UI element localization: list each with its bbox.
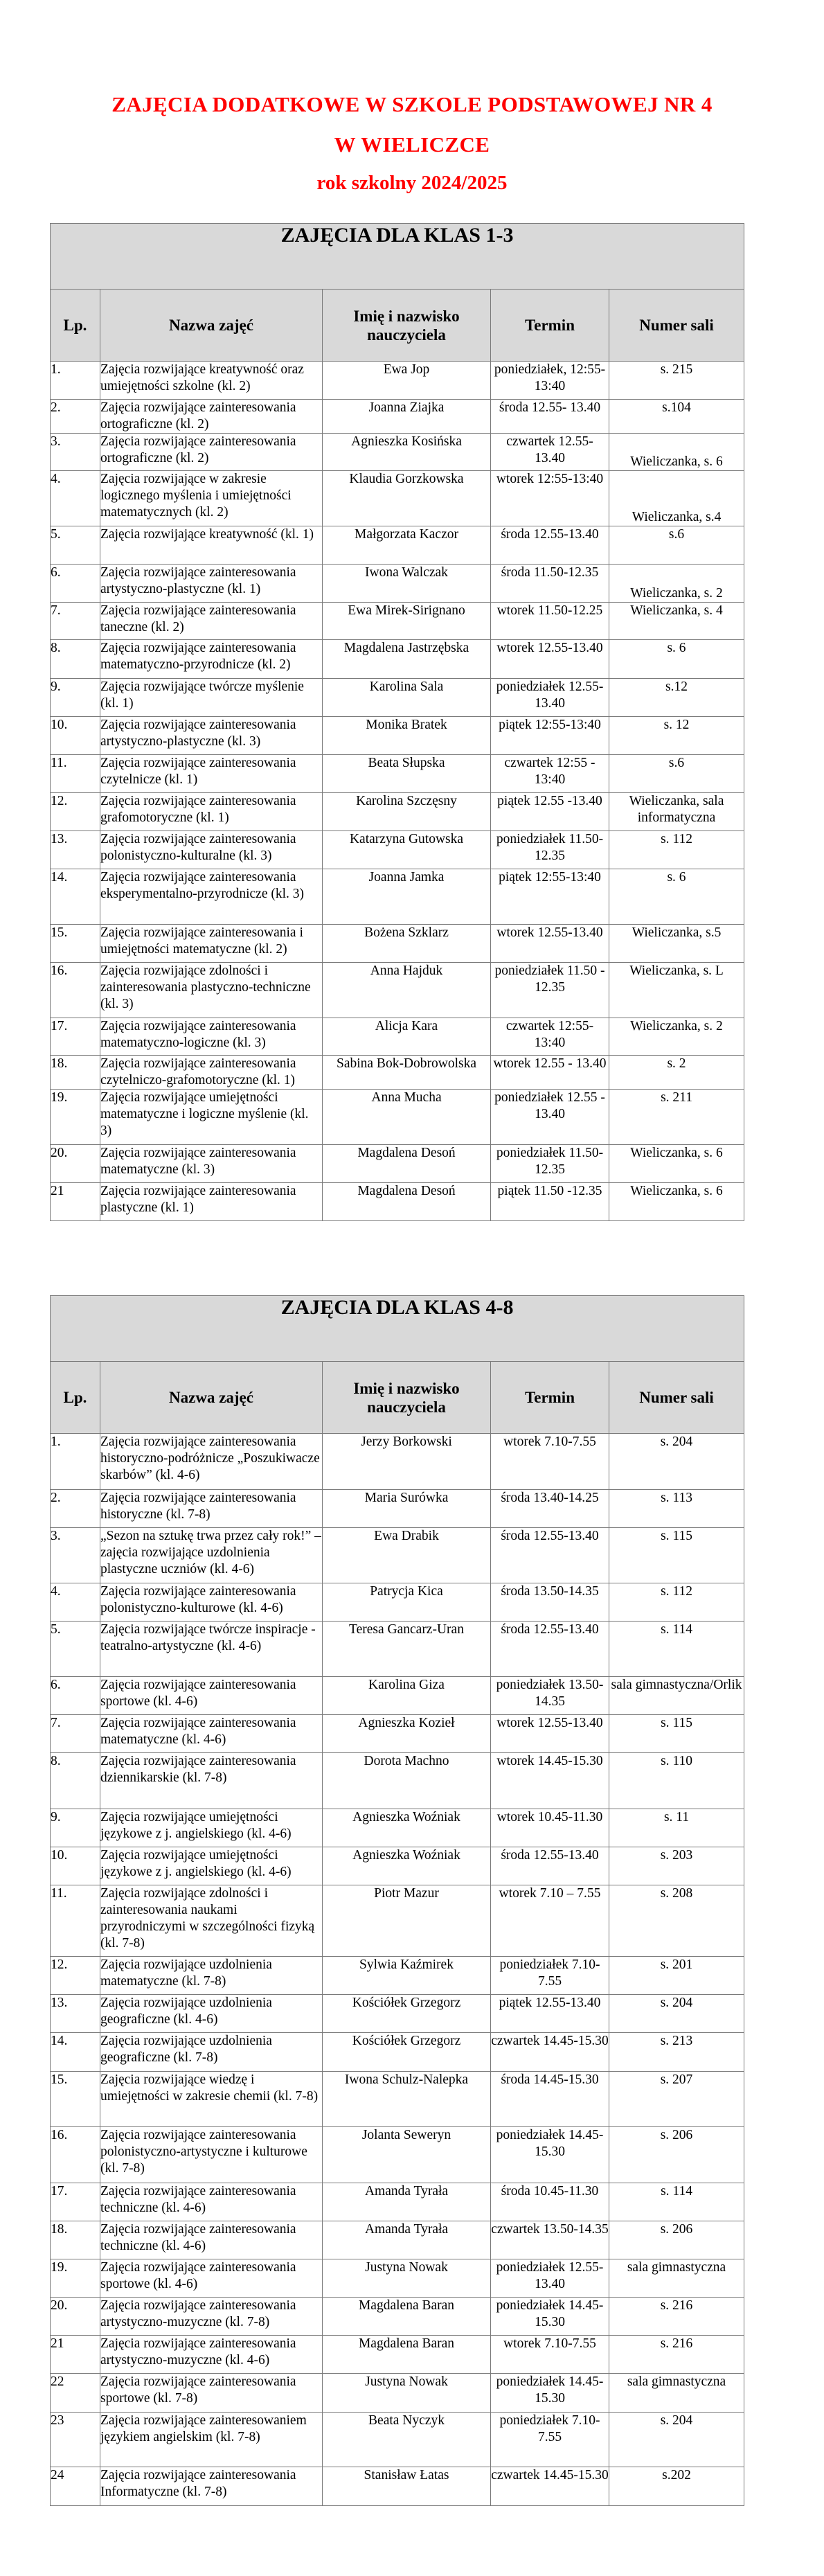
cell-room: s. 211 bbox=[609, 1090, 744, 1145]
table-row bbox=[51, 2183, 744, 2221]
cell-term: środa 10.45-11.30 bbox=[491, 2183, 609, 2221]
cell-name: Zajęcia rozwijające zainteresowania sportowe (kl. 4-6) bbox=[100, 1677, 323, 1715]
table-row bbox=[51, 1434, 744, 1490]
cell-teacher: Joanna Jamka bbox=[323, 869, 491, 925]
cell-teacher: Dorota Machno bbox=[323, 1753, 491, 1809]
table-row bbox=[51, 831, 744, 869]
cell-room: s.6 bbox=[609, 526, 744, 565]
cell-room: s. 113 bbox=[609, 1490, 744, 1528]
cell-lp: 10. bbox=[51, 717, 100, 755]
column-header-name: Nazwa zajęć bbox=[100, 290, 323, 362]
cell-lp: 21 bbox=[51, 2336, 100, 2374]
table-row bbox=[51, 1957, 744, 1995]
cell-room: Wieliczanka, s. 2 bbox=[609, 565, 744, 603]
cell-room: s. 204 bbox=[609, 1434, 744, 1490]
cell-room: Wieliczanka, s. L bbox=[609, 963, 744, 1018]
cell-term: czwartek 12.55- 13.40 bbox=[491, 434, 609, 471]
cell-name: Zajęcia rozwijające zdolności i zainteresowania naukami przyrodniczymi w szczególności fizyką (kl. 7-8) bbox=[100, 1885, 323, 1957]
cell-term: wtorek 11.50-12.25 bbox=[491, 603, 609, 640]
table-row bbox=[51, 1715, 744, 1753]
section-title: ZAJĘCIA DLA KLAS 1-3 bbox=[51, 224, 744, 290]
column-header-name: Nazwa zajęć bbox=[100, 1362, 323, 1434]
cell-teacher: Iwona Schulz-Nalepka bbox=[323, 2072, 491, 2127]
cell-teacher: Kościółek Grzegorz bbox=[323, 1995, 491, 2033]
cell-term: poniedziałek 14.45-15.30 bbox=[491, 2374, 609, 2413]
table-row bbox=[51, 679, 744, 717]
cell-teacher: Magdalena Jastrzębska bbox=[323, 640, 491, 679]
cell-term: środa 13.50-14.35 bbox=[491, 1583, 609, 1622]
cell-teacher: Kościółek Grzegorz bbox=[323, 2033, 491, 2072]
cell-lp: 6. bbox=[51, 565, 100, 603]
table-row bbox=[51, 925, 744, 963]
section-title: ZAJĘCIA DLA KLAS 4-8 bbox=[51, 1296, 744, 1362]
schedule-table-4-8 bbox=[50, 1295, 744, 2506]
column-header-lp: Lp. bbox=[51, 1362, 100, 1434]
table-row bbox=[51, 1183, 744, 1221]
cell-term: poniedziałek 11.50-12.35 bbox=[491, 1145, 609, 1183]
cell-term: środa 14.45-15.30 bbox=[491, 2072, 609, 2127]
cell-term: wtorek 14.45-15.30 bbox=[491, 1753, 609, 1809]
cell-name: Zajęcia rozwijające zainteresowania Informatyczne (kl. 7-8) bbox=[100, 2467, 323, 2506]
cell-term: środa 12.55-13.40 bbox=[491, 526, 609, 565]
cell-room: s. 206 bbox=[609, 2127, 744, 2183]
cell-room: sala gimnastyczna/Orlik bbox=[609, 1677, 744, 1715]
cell-name: Zajęcia rozwijające uzdolnienia matematyczne (kl. 7-8) bbox=[100, 1957, 323, 1995]
cell-name: Zajęcia rozwijające zainteresowania plastyczne (kl. 1) bbox=[100, 1183, 323, 1221]
table-row bbox=[51, 1490, 744, 1528]
cell-term: piątek 12.55 -13.40 bbox=[491, 793, 609, 831]
cell-room: s. 203 bbox=[609, 1847, 744, 1885]
cell-name: Zajęcia rozwijające zainteresowania historyczne (kl. 7-8) bbox=[100, 1490, 323, 1528]
school-year: rok szkolny 2024/2025 bbox=[316, 172, 508, 194]
cell-room: s. 115 bbox=[609, 1528, 744, 1583]
cell-name: Zajęcia rozwijające zainteresowania czytelniczo-grafomotoryczne (kl. 1) bbox=[100, 1056, 323, 1090]
table-row bbox=[51, 1056, 744, 1090]
cell-lp: 11. bbox=[51, 755, 100, 793]
table-row bbox=[51, 1809, 744, 1847]
cell-term: wtorek 12.55-13.40 bbox=[491, 640, 609, 679]
cell-teacher: Sylwia Kaźmirek bbox=[323, 1957, 491, 1995]
cell-term: poniedziałek 12.55-13.40 bbox=[491, 2259, 609, 2298]
cell-name: Zajęcia rozwijające umiejętności językowe z j. angielskiego (kl. 4-6) bbox=[100, 1847, 323, 1885]
cell-name: Zajęcia rozwijające uzdolnienia geograficzne (kl. 7-8) bbox=[100, 2033, 323, 2072]
cell-teacher: Justyna Nowak bbox=[323, 2259, 491, 2298]
header-subtitle: W WIELICZCE bbox=[334, 132, 490, 157]
cell-room: s. 12 bbox=[609, 717, 744, 755]
column-header-teacher: Imię i nazwisko nauczyciela bbox=[323, 1362, 491, 1434]
cell-lp: 12. bbox=[51, 793, 100, 831]
table-row bbox=[51, 640, 744, 679]
cell-name: Zajęcia rozwijające twórcze myślenie (kl. 1) bbox=[100, 679, 323, 717]
cell-term: poniedziałek 7.10-7.55 bbox=[491, 1957, 609, 1995]
cell-teacher: Ewa Jop bbox=[323, 362, 491, 400]
cell-room: s. 204 bbox=[609, 1995, 744, 2033]
cell-name: Zajęcia rozwijające zainteresowaniem językiem angielskim (kl. 7-8) bbox=[100, 2413, 323, 2467]
cell-teacher: Anna Mucha bbox=[323, 1090, 491, 1145]
cell-lp: 24 bbox=[51, 2467, 100, 2506]
cell-term: czwartek 13.50-14.35 bbox=[491, 2221, 609, 2259]
cell-lp: 18. bbox=[51, 2221, 100, 2259]
cell-name: Zajęcia rozwijające zainteresowania dziennikarskie (kl. 7-8) bbox=[100, 1753, 323, 1809]
cell-lp: 10. bbox=[51, 1847, 100, 1885]
cell-term: piątek 12:55-13:40 bbox=[491, 869, 609, 925]
table-row bbox=[51, 963, 744, 1018]
cell-teacher: Magdalena Desoń bbox=[323, 1183, 491, 1221]
cell-teacher: Justyna Nowak bbox=[323, 2374, 491, 2413]
cell-teacher: Katarzyna Gutowska bbox=[323, 831, 491, 869]
cell-teacher: Magdalena Desoń bbox=[323, 1145, 491, 1183]
cell-teacher: Beata Nyczyk bbox=[323, 2413, 491, 2467]
cell-name: Zajęcia rozwijające w zakresie logicznego myślenia i umiejętności matematycznych (kl. 2) bbox=[100, 471, 323, 526]
cell-name: Zajęcia rozwijające zainteresowania polonistyczno-kulturalne (kl. 3) bbox=[100, 831, 323, 869]
cell-name: Zajęcia rozwijające zainteresowania czytelnicze (kl. 1) bbox=[100, 755, 323, 793]
cell-name: Zajęcia rozwijające uzdolnienia geograficzne (kl. 4-6) bbox=[100, 1995, 323, 2033]
cell-name: Zajęcia rozwijające zainteresowania techniczne (kl. 4-6) bbox=[100, 2183, 323, 2221]
table-row bbox=[51, 2336, 744, 2374]
cell-room: s. 208 bbox=[609, 1885, 744, 1957]
table-row bbox=[51, 2221, 744, 2259]
cell-term: poniedziałek 11.50 - 12.35 bbox=[491, 963, 609, 1018]
table-row bbox=[51, 2072, 744, 2127]
cell-term: czwartek 14.45-15.30 bbox=[491, 2467, 609, 2506]
cell-name: Zajęcia rozwijające zainteresowania matematyczne (kl. 3) bbox=[100, 1145, 323, 1183]
cell-lp: 3. bbox=[51, 434, 100, 471]
table-row bbox=[51, 1847, 744, 1885]
cell-room: Wieliczanka, sala informatyczna bbox=[609, 793, 744, 831]
cell-lp: 20. bbox=[51, 1145, 100, 1183]
cell-teacher: Małgorzata Kaczor bbox=[323, 526, 491, 565]
cell-term: środa 12.55- 13.40 bbox=[491, 400, 609, 434]
cell-room: s. 201 bbox=[609, 1957, 744, 1995]
cell-term: środa 12.55-13.40 bbox=[491, 1528, 609, 1583]
cell-lp: 16. bbox=[51, 2127, 100, 2183]
table-row bbox=[51, 603, 744, 640]
cell-lp: 12. bbox=[51, 1957, 100, 1995]
cell-term: środa 13.40-14.25 bbox=[491, 1490, 609, 1528]
cell-room: s. 110 bbox=[609, 1753, 744, 1809]
cell-term: czwartek 14.45-15.30 bbox=[491, 2033, 609, 2072]
table-row bbox=[51, 793, 744, 831]
cell-lp: 18. bbox=[51, 1056, 100, 1090]
table-row bbox=[51, 1622, 744, 1677]
table-row bbox=[51, 526, 744, 565]
cell-name: Zajęcia rozwijające zdolności i zainteresowania plastyczno-techniczne (kl. 3) bbox=[100, 963, 323, 1018]
cell-term: poniedziałek 12.55-13.40 bbox=[491, 679, 609, 717]
cell-lp: 7. bbox=[51, 1715, 100, 1753]
cell-teacher: Stanisław Łatas bbox=[323, 2467, 491, 2506]
cell-teacher: Agnieszka Kozieł bbox=[323, 1715, 491, 1753]
cell-term: środa 12.55-13.40 bbox=[491, 1847, 609, 1885]
table-row bbox=[51, 755, 744, 793]
cell-name: Zajęcia rozwijające zainteresowania ortograficzne (kl. 2) bbox=[100, 434, 323, 471]
schedule-table-1-3 bbox=[50, 223, 744, 1221]
cell-term: czwartek 12:55-13:40 bbox=[491, 1018, 609, 1056]
table-row bbox=[51, 2127, 744, 2183]
cell-room: s. 112 bbox=[609, 1583, 744, 1622]
column-header-room: Numer sali bbox=[609, 290, 744, 362]
cell-lp: 3. bbox=[51, 1528, 100, 1583]
cell-room: s. 11 bbox=[609, 1809, 744, 1847]
cell-teacher: Amanda Tyrała bbox=[323, 2221, 491, 2259]
cell-name: Zajęcia rozwijające zainteresowania taneczne (kl. 2) bbox=[100, 603, 323, 640]
cell-lp: 2. bbox=[51, 1490, 100, 1528]
table-row bbox=[51, 717, 744, 755]
cell-name: Zajęcia rozwijające zainteresowania sportowe (kl. 4-6) bbox=[100, 2259, 323, 2298]
cell-lp: 19. bbox=[51, 2259, 100, 2298]
cell-lp: 15. bbox=[51, 925, 100, 963]
cell-room: s. 6 bbox=[609, 640, 744, 679]
table-row bbox=[51, 2298, 744, 2336]
cell-teacher: Maria Surówka bbox=[323, 1490, 491, 1528]
cell-lp: 1. bbox=[51, 1434, 100, 1490]
cell-room: Wieliczanka, s.5 bbox=[609, 925, 744, 963]
cell-lp: 11. bbox=[51, 1885, 100, 1957]
table-row bbox=[51, 2259, 744, 2298]
header-title: ZAJĘCIA DODATKOWE W SZKOLE PODSTAWOWEJ NR 4 bbox=[111, 92, 713, 116]
cell-term: czwartek 12:55 - 13:40 bbox=[491, 755, 609, 793]
table-row bbox=[51, 2413, 744, 2467]
cell-name: Zajęcia rozwijające zainteresowania eksperymentalno-przyrodnicze (kl. 3) bbox=[100, 869, 323, 925]
table-row bbox=[51, 2467, 744, 2506]
cell-teacher: Karolina Szczęsny bbox=[323, 793, 491, 831]
cell-term: środa 11.50-12.35 bbox=[491, 565, 609, 603]
cell-teacher: Ewa Mirek-Sirignano bbox=[323, 603, 491, 640]
cell-teacher: Agnieszka Woźniak bbox=[323, 1809, 491, 1847]
cell-term: wtorek 12:55-13:40 bbox=[491, 471, 609, 526]
cell-name: Zajęcia rozwijające zainteresowania artystyczno-plastyczne (kl. 3) bbox=[100, 717, 323, 755]
cell-name: Zajęcia rozwijające twórcze inspiracje - teatralno-artystyczne (kl. 4-6) bbox=[100, 1622, 323, 1677]
cell-lp: 22 bbox=[51, 2374, 100, 2413]
cell-room: Wieliczanka, s. 6 bbox=[609, 1183, 744, 1221]
cell-name: Zajęcia rozwijające zainteresowania artystyczno-muzyczne (kl. 7-8) bbox=[100, 2298, 323, 2336]
cell-teacher: Klaudia Gorzkowska bbox=[323, 471, 491, 526]
cell-lp: 13. bbox=[51, 1995, 100, 2033]
cell-room: s. 2 bbox=[609, 1056, 744, 1090]
cell-lp: 9. bbox=[51, 679, 100, 717]
cell-room: s.202 bbox=[609, 2467, 744, 2506]
cell-lp: 14. bbox=[51, 2033, 100, 2072]
table-row bbox=[51, 471, 744, 526]
cell-lp: 5. bbox=[51, 1622, 100, 1677]
cell-lp: 4. bbox=[51, 1583, 100, 1622]
cell-lp: 15. bbox=[51, 2072, 100, 2127]
cell-teacher: Amanda Tyrała bbox=[323, 2183, 491, 2221]
column-header-term: Termin bbox=[491, 290, 609, 362]
cell-room: Wieliczanka, s.4 bbox=[609, 471, 744, 526]
table-row bbox=[51, 869, 744, 925]
cell-term: piątek 11.50 -12.35 bbox=[491, 1183, 609, 1221]
table-row bbox=[51, 400, 744, 434]
cell-name: Zajęcia rozwijające umiejętności językowe z j. angielskiego (kl. 4-6) bbox=[100, 1809, 323, 1847]
cell-term: wtorek 12.55 - 13.40 bbox=[491, 1056, 609, 1090]
column-header-term: Termin bbox=[491, 1362, 609, 1434]
cell-teacher: Bożena Szklarz bbox=[323, 925, 491, 963]
table-row bbox=[51, 1995, 744, 2033]
cell-teacher: Karolina Giza bbox=[323, 1677, 491, 1715]
cell-room: sala gimnastyczna bbox=[609, 2374, 744, 2413]
table-row bbox=[51, 2374, 744, 2413]
cell-name: Zajęcia rozwijające zainteresowania ortograficzne (kl. 2) bbox=[100, 400, 323, 434]
cell-term: wtorek 12.55-13.40 bbox=[491, 925, 609, 963]
cell-teacher: Anna Hajduk bbox=[323, 963, 491, 1018]
cell-room: s.6 bbox=[609, 755, 744, 793]
cell-teacher: Joanna Ziajka bbox=[323, 400, 491, 434]
cell-term: poniedziałek 11.50-12.35 bbox=[491, 831, 609, 869]
cell-name: Zajęcia rozwijające zainteresowania polonistyczno-kulturowe (kl. 4-6) bbox=[100, 1583, 323, 1622]
cell-teacher: Magdalena Baran bbox=[323, 2298, 491, 2336]
cell-teacher: Karolina Sala bbox=[323, 679, 491, 717]
cell-term: środa 12.55-13.40 bbox=[491, 1622, 609, 1677]
cell-lp: 4. bbox=[51, 471, 100, 526]
cell-name: Zajęcia rozwijające zainteresowania matematyczno-logiczne (kl. 3) bbox=[100, 1018, 323, 1056]
cell-teacher: Jolanta Seweryn bbox=[323, 2127, 491, 2183]
cell-room: s. 216 bbox=[609, 2298, 744, 2336]
cell-lp: 13. bbox=[51, 831, 100, 869]
table-row bbox=[51, 565, 744, 603]
cell-teacher: Piotr Mazur bbox=[323, 1885, 491, 1957]
cell-name: Zajęcia rozwijające zainteresowania i umiejętności matematyczne (kl. 2) bbox=[100, 925, 323, 963]
cell-room: s. 207 bbox=[609, 2072, 744, 2127]
cell-lp: 1. bbox=[51, 362, 100, 400]
cell-term: poniedziałek, 12:55- 13:40 bbox=[491, 362, 609, 400]
cell-room: sala gimnastyczna bbox=[609, 2259, 744, 2298]
cell-lp: 14. bbox=[51, 869, 100, 925]
cell-room: s.104 bbox=[609, 400, 744, 434]
cell-room: s. 114 bbox=[609, 2183, 744, 2221]
cell-name: Zajęcia rozwijające kreatywność (kl. 1) bbox=[100, 526, 323, 565]
cell-room: s. 213 bbox=[609, 2033, 744, 2072]
cell-name: Zajęcia rozwijające wiedzę i umiejętności w zakresie chemii (kl. 7-8) bbox=[100, 2072, 323, 2127]
column-header-teacher: Imię i nazwisko nauczyciela bbox=[323, 290, 491, 362]
cell-room: s. 115 bbox=[609, 1715, 744, 1753]
cell-name: Zajęcia rozwijające umiejętności matematyczne i logiczne myślenie (kl. 3) bbox=[100, 1090, 323, 1145]
table-header-row bbox=[51, 290, 744, 362]
cell-term: poniedziałek 7.10-7.55 bbox=[491, 2413, 609, 2467]
cell-name: Zajęcia rozwijające zainteresowania techniczne (kl. 4-6) bbox=[100, 2221, 323, 2259]
cell-name: Zajęcia rozwijające zainteresowania matematyczno-przyrodnicze (kl. 2) bbox=[100, 640, 323, 679]
cell-teacher: Beata Słupska bbox=[323, 755, 491, 793]
cell-room: Wieliczanka, s. 6 bbox=[609, 1145, 744, 1183]
cell-term: poniedziałek 14.45-15.30 bbox=[491, 2127, 609, 2183]
cell-term: piątek 12.55-13.40 bbox=[491, 1995, 609, 2033]
cell-term: poniedziałek 12.55 - 13.40 bbox=[491, 1090, 609, 1145]
cell-lp: 8. bbox=[51, 1753, 100, 1809]
cell-lp: 21 bbox=[51, 1183, 100, 1221]
cell-lp: 20. bbox=[51, 2298, 100, 2336]
cell-term: wtorek 12.55-13.40 bbox=[491, 1715, 609, 1753]
cell-room: s. 204 bbox=[609, 2413, 744, 2467]
cell-teacher: Patrycja Kica bbox=[323, 1583, 491, 1622]
cell-name: Zajęcia rozwijające zainteresowania historyczno-podróżnicze „Poszukiwacze skarbów” (kl. 4-6) bbox=[100, 1434, 323, 1490]
cell-lp: 7. bbox=[51, 603, 100, 640]
cell-teacher: Agnieszka Woźniak bbox=[323, 1847, 491, 1885]
cell-room: Wieliczanka, s. 4 bbox=[609, 603, 744, 640]
cell-teacher: Teresa Gancarz-Uran bbox=[323, 1622, 491, 1677]
table-row bbox=[51, 434, 744, 471]
table-row bbox=[51, 1528, 744, 1583]
table-row bbox=[51, 1885, 744, 1957]
cell-lp: 9. bbox=[51, 1809, 100, 1847]
cell-term: wtorek 10.45-11.30 bbox=[491, 1809, 609, 1847]
cell-lp: 2. bbox=[51, 400, 100, 434]
cell-room: s. 216 bbox=[609, 2336, 744, 2374]
cell-lp: 17. bbox=[51, 2183, 100, 2221]
cell-room: Wieliczanka, s. 6 bbox=[609, 434, 744, 471]
cell-name: Zajęcia rozwijające zainteresowania matematyczne (kl. 4-6) bbox=[100, 1715, 323, 1753]
cell-name: Zajęcia rozwijające zainteresowania artystyczno-muzyczne (kl. 4-6) bbox=[100, 2336, 323, 2374]
cell-lp: 5. bbox=[51, 526, 100, 565]
cell-room: s. 6 bbox=[609, 869, 744, 925]
cell-term: wtorek 7.10-7.55 bbox=[491, 1434, 609, 1490]
column-header-room: Numer sali bbox=[609, 1362, 744, 1434]
cell-lp: 19. bbox=[51, 1090, 100, 1145]
column-header-lp: Lp. bbox=[51, 290, 100, 362]
document-header bbox=[0, 85, 824, 201]
table-row bbox=[51, 1753, 744, 1809]
cell-lp: 8. bbox=[51, 640, 100, 679]
cell-teacher: Agnieszka Kosińska bbox=[323, 434, 491, 471]
table-row bbox=[51, 1583, 744, 1622]
cell-term: wtorek 7.10 – 7.55 bbox=[491, 1885, 609, 1957]
cell-term: piątek 12:55-13:40 bbox=[491, 717, 609, 755]
cell-teacher: Iwona Walczak bbox=[323, 565, 491, 603]
cell-lp: 6. bbox=[51, 1677, 100, 1715]
cell-lp: 17. bbox=[51, 1018, 100, 1056]
cell-term: poniedziałek 14.45-15.30 bbox=[491, 2298, 609, 2336]
cell-name: Zajęcia rozwijające zainteresowania polonistyczno-artystyczne i kulturowe (kl. 7-8) bbox=[100, 2127, 323, 2183]
cell-lp: 16. bbox=[51, 963, 100, 1018]
table-header-row bbox=[51, 1362, 744, 1434]
cell-term: wtorek 7.10-7.55 bbox=[491, 2336, 609, 2374]
table-row bbox=[51, 1090, 744, 1145]
table-row bbox=[51, 362, 744, 400]
cell-name: Zajęcia rozwijające zainteresowania artystyczno-plastyczne (kl. 1) bbox=[100, 565, 323, 603]
cell-room: s. 112 bbox=[609, 831, 744, 869]
table-row bbox=[51, 1677, 744, 1715]
cell-teacher: Monika Bratek bbox=[323, 717, 491, 755]
cell-teacher: Sabina Bok-Dobrowolska bbox=[323, 1056, 491, 1090]
cell-room: s. 206 bbox=[609, 2221, 744, 2259]
cell-teacher: Jerzy Borkowski bbox=[323, 1434, 491, 1490]
table-row bbox=[51, 2033, 744, 2072]
cell-name: Zajęcia rozwijające zainteresowania grafomotoryczne (kl. 1) bbox=[100, 793, 323, 831]
cell-room: Wieliczanka, s. 2 bbox=[609, 1018, 744, 1056]
cell-name: „Sezon na sztukę trwa przez cały rok!” – zajęcia rozwijające uzdolnienia plastyczne uczniów (kl. 4-6) bbox=[100, 1528, 323, 1583]
cell-teacher: Ewa Drabik bbox=[323, 1528, 491, 1583]
cell-name: Zajęcia rozwijające zainteresowania sportowe (kl. 7-8) bbox=[100, 2374, 323, 2413]
cell-room: s. 215 bbox=[609, 362, 744, 400]
cell-term: poniedziałek 13.50-14.35 bbox=[491, 1677, 609, 1715]
cell-lp: 23 bbox=[51, 2413, 100, 2467]
table-row bbox=[51, 1018, 744, 1056]
cell-room: s.12 bbox=[609, 679, 744, 717]
table-row bbox=[51, 1145, 744, 1183]
cell-teacher: Alicja Kara bbox=[323, 1018, 491, 1056]
cell-room: s. 114 bbox=[609, 1622, 744, 1677]
cell-teacher: Magdalena Baran bbox=[323, 2336, 491, 2374]
cell-name: Zajęcia rozwijające kreatywność oraz umiejętności szkolne (kl. 2) bbox=[100, 362, 323, 400]
